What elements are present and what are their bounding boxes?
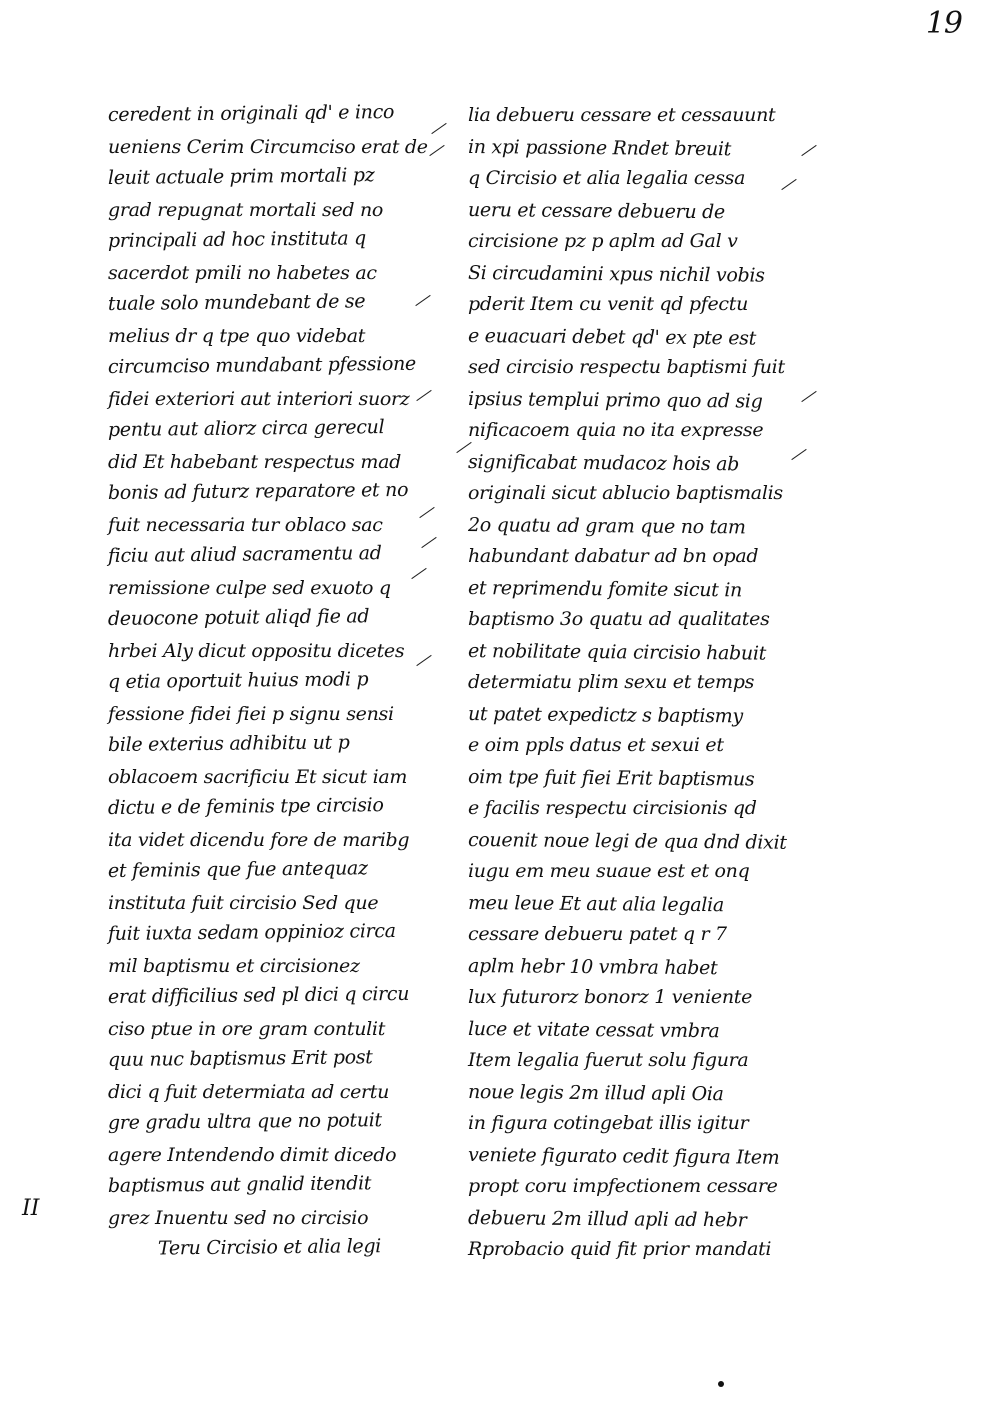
text-line: debueru 2m illud apli ad hebr bbox=[467, 1206, 747, 1231]
text-line: et reprimendu fomite sicut in bbox=[467, 576, 743, 601]
text-line: significabat mudacoz hois ab bbox=[467, 450, 740, 475]
text-line: erat difficilius sed pl dici q circu bbox=[107, 982, 410, 1008]
text-line: iugu em meu suaue est et onq bbox=[468, 860, 750, 882]
text-line: 2o quatu ad gram que no tam bbox=[467, 513, 746, 538]
text-line: baptismus aut gnalid itendit bbox=[107, 1172, 372, 1197]
text-line: ut patet expedictz s baptismy bbox=[467, 702, 743, 727]
text-line: cessare debueru patet q r 7 bbox=[468, 923, 727, 945]
text-line: pentu aut aliorz circa gerecul bbox=[107, 416, 385, 441]
text-line: Item legalia fuerut solu figura bbox=[468, 1049, 749, 1071]
text-line: fuit iuxta sedam oppinioz circa bbox=[107, 919, 396, 945]
text-line: veniete figurato cedit figura Item bbox=[467, 1143, 780, 1169]
text-line: couenit noue legi de qua dnd dixit bbox=[467, 828, 787, 854]
text-line: gre gradu ultra que no potuit bbox=[107, 1109, 382, 1134]
text-line: ipsius templui primo quo ad sig bbox=[467, 387, 763, 413]
text-line: hrbei Aly dicut oppositu dicetes bbox=[108, 639, 405, 662]
text-line: ueru et cessare debueru de bbox=[467, 198, 725, 223]
text-line: dici q fuit determiata ad certu bbox=[108, 1080, 390, 1103]
text-line: sed circisio respectu baptismi fuit bbox=[468, 356, 785, 378]
text-line: in xpi passione Rndet breuit bbox=[467, 135, 732, 160]
text-line: fuit necessaria tur oblaco sac bbox=[108, 513, 383, 536]
text-line: e euacuari debet qd' ex pte est bbox=[467, 324, 757, 350]
text-line: fessione fidei fiei p signu sensi bbox=[108, 702, 394, 725]
text-line: e oim ppls datus et sexui et bbox=[468, 734, 724, 756]
text-line: noue legis 2m illud apli Oia bbox=[467, 1080, 724, 1105]
margin-note: II bbox=[22, 1196, 40, 1221]
text-line: q Circisio et alia legalia cessa bbox=[468, 167, 746, 189]
text-line: ita videt dicendu fore de maribg bbox=[108, 828, 410, 851]
text-line: agere Intendendo dimit dicedo bbox=[108, 1143, 397, 1166]
text-line: deuocone potuit aliqd fie ad bbox=[107, 605, 370, 630]
text-line: grez Inuentu sed no circisio bbox=[108, 1206, 369, 1229]
text-line: grad repugnat mortali sed no bbox=[108, 198, 384, 221]
text-line: sacerdot pmili no habetes ac bbox=[108, 261, 377, 284]
text-line: luce et vitate cessat vmbra bbox=[467, 1017, 720, 1042]
text-line: Rprobacio quid fit prior mandati bbox=[468, 1238, 772, 1260]
text-line: oim tpe fuit fiei Erit baptismus bbox=[467, 765, 755, 790]
text-line: principali ad hoc instituta q bbox=[107, 227, 367, 252]
text-line: melius dr q tpe quo videbat bbox=[108, 324, 366, 347]
text-line: leuit actuale prim mortali pz bbox=[107, 164, 375, 189]
text-line: originali sicut ablucio baptismalis bbox=[468, 482, 783, 504]
text-line: q etia oportuit huius modi p bbox=[107, 668, 369, 693]
text-line: bile exterius adhibitu ut p bbox=[107, 731, 350, 756]
text-line: Teru Circisio et alia legi bbox=[157, 1235, 382, 1260]
text-line: ueniens Cerim Circumciso erat de bbox=[108, 135, 428, 158]
text-line: nificacoem quia no ita expresse bbox=[468, 419, 764, 441]
text-line: pderit Item cu venit qd pfectu bbox=[468, 293, 749, 315]
text-line: fidei exteriori aut interiori suorz bbox=[108, 387, 410, 410]
text-line: ciso ptue in ore gram contulit bbox=[108, 1017, 386, 1040]
text-line: dictu e de feminis tpe circisio bbox=[107, 794, 384, 819]
text-line: tuale solo mundebant de se bbox=[107, 290, 366, 315]
text-line: bonis ad futurz reparatore et no bbox=[107, 478, 409, 504]
text-line: ceredent in originali qd' e inco bbox=[107, 101, 395, 126]
right-text-column bbox=[468, 100, 808, 1266]
text-line: propt coru impfectionem cessare bbox=[468, 1175, 778, 1197]
text-line: lia debueru cessare et cessauunt bbox=[468, 104, 776, 126]
text-line: aplm hebr 10 vmbra habet bbox=[467, 954, 718, 979]
text-line: baptismo 3o quatu ad qualitates bbox=[468, 608, 770, 630]
ink-dot bbox=[718, 1381, 724, 1387]
text-line: quu nuc baptismus Erit post bbox=[107, 1046, 373, 1071]
text-line: ficiu aut aliud sacramentu ad bbox=[107, 542, 382, 567]
text-line: habundant dabatur ad bn opad bbox=[468, 545, 759, 567]
text-line: in figura cotingebat illis igitur bbox=[468, 1112, 749, 1134]
text-line: meu leue Et aut alia legalia bbox=[467, 891, 724, 916]
text-line: oblacoem sacrificiu Et sicut iam bbox=[108, 765, 408, 788]
text-line: circisione pz p aplm ad Gal v bbox=[468, 230, 738, 252]
text-line: mil baptismu et circisionez bbox=[108, 954, 360, 977]
text-line: e facilis respectu circisionis qd bbox=[468, 797, 757, 819]
text-line: Si circudamini xpus nichil vobis bbox=[467, 261, 765, 287]
text-line: circumciso mundabant pfessione bbox=[107, 352, 417, 378]
text-line: remissione culpe sed exuoto q bbox=[108, 576, 391, 599]
text-line: did Et habebant respectus mad bbox=[108, 450, 401, 473]
left-text-column bbox=[108, 100, 448, 1266]
text-line: instituta fuit circisio Sed que bbox=[108, 891, 379, 914]
text-line: lux futurorz bonorz 1 veniente bbox=[468, 986, 753, 1008]
text-line: et nobilitate quia circisio habuit bbox=[467, 639, 767, 665]
text-line: determiatu plim sexu et temps bbox=[468, 671, 755, 693]
folio-number: 19 bbox=[925, 6, 962, 41]
text-line: et feminis que fue antequaz bbox=[107, 857, 368, 882]
